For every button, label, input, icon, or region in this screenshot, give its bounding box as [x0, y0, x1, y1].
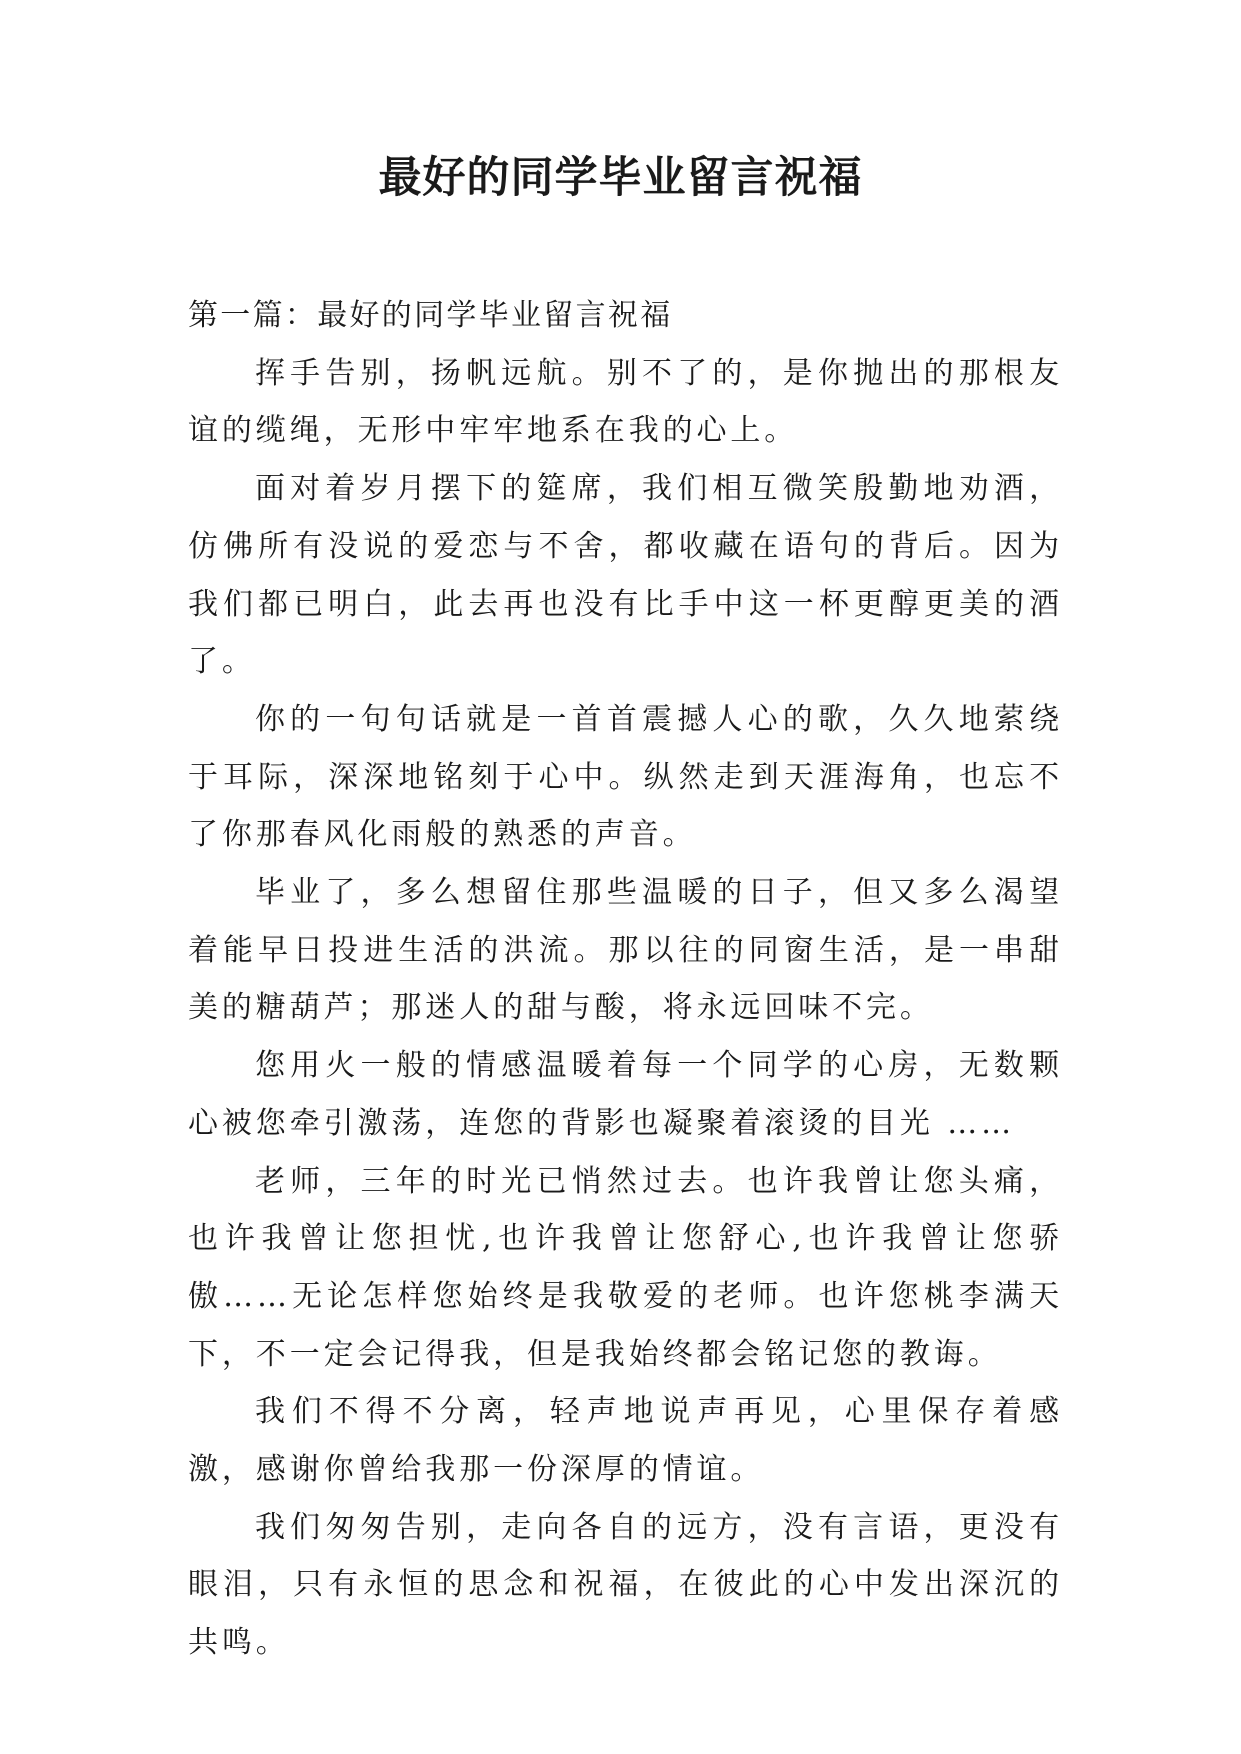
paragraph: 我们不得不分离，轻声地说声再见，心里保存着感激，感谢你曾给我那一份深厚的情谊。: [188, 1394, 1063, 1488]
document-body: [188, 287, 1063, 1672]
paragraph: 面对着岁月摆下的筵席，我们相互微笑殷勤地劝酒，仿佛所有没说的爱恋与不舍，都收藏在语句的背后。因为我们都已明白，此去再也没有比手中这一杯更醇更美的酒了。: [188, 471, 1063, 680]
paragraph: 您用火一般的情感温暖着每一个同学的心房，无数颗心被您牵引激荡，连您的背影也凝聚着滚烫的目光 ……: [188, 1048, 1063, 1141]
document-title: 最好的同学毕业留言祝福: [378, 153, 863, 203]
paragraph: 毕业了，多么想留住那些温暖的日子，但又多么渴望着能早日投进生活的洪流。那以往的同窗生活，是一串甜美的糖葫芦；那迷人的甜与酸，将永远回味不完。: [188, 875, 1063, 1026]
paragraph: 挥手告别，扬帆远航。别不了的，是你抛出的那根友谊的缆绳，无形中牢牢地系在我的心上。: [188, 355, 1063, 449]
section-heading: 第一篇：最好的同学毕业留言祝福: [188, 298, 673, 333]
paragraph: 你的一句句话就是一首首震撼人心的歌，久久地萦绕于耳际，深深地铭刻于心中。纵然走到天涯海角，也忘不了你那春风化雨般的熟悉的声音。: [188, 701, 1063, 853]
paragraph: 老师，三年的时光已悄然过去。也许我曾让您头痛，也许我曾让您担忧,也许我曾让您舒心,也许我曾让您骄傲……无论怎样您始终是我敬爱的老师。也许您桃李满天下，不一定会记得我，但是我始终都会铭记您的教诲。: [188, 1163, 1063, 1372]
paragraph: 我们匆匆告别，走向各自的远方，没有言语，更没有眼泪，只有永恒的思念和祝福，在彼此的心中发出深沉的共鸣。: [188, 1509, 1063, 1661]
